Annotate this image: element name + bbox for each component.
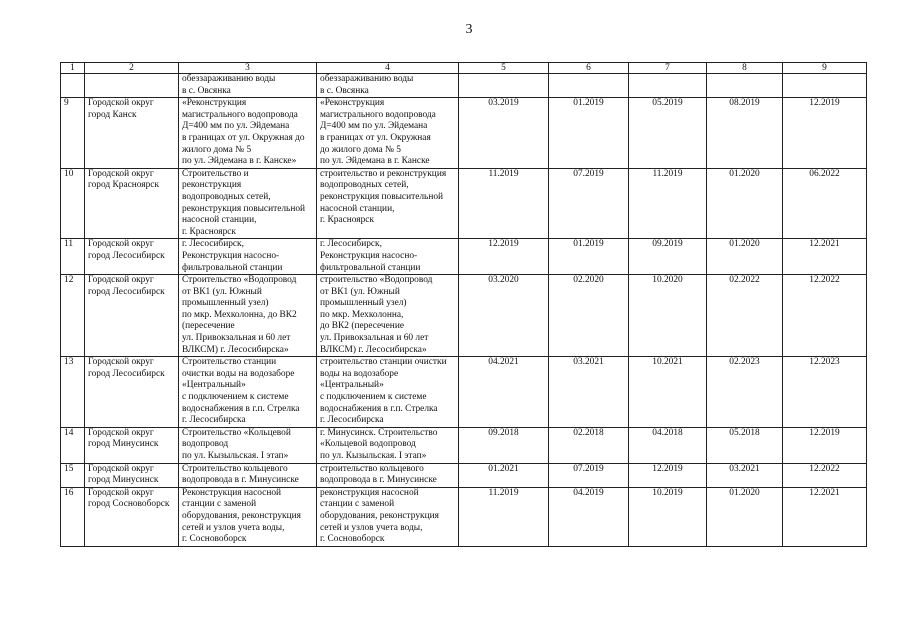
municipality-cell [85,487,179,546]
date-cell [629,98,707,169]
object-name-alt-cell [317,427,459,463]
date-cell [707,487,783,546]
date-cell-text: 02.2020 [573,275,604,286]
municipality-cell-text: Городской округ город Лесосибирск [88,275,165,297]
municipality-cell [85,463,179,487]
object-name-alt-cell [317,74,459,98]
table-row [61,275,867,357]
date-cell [629,427,707,463]
date-cell-text: 02.2023 [729,357,760,368]
row-number-text: 12 [64,275,74,286]
object-name-cell [179,98,317,169]
table-body [61,74,867,547]
date-cell-text: 08.2019 [729,98,760,109]
date-cell [459,275,549,357]
date-cell-text: 12.2019 [809,427,840,438]
date-cell [783,357,867,428]
object-name-alt-cell [317,357,459,428]
date-cell-text: 03.2020 [488,275,519,286]
date-cell-text: 12.2019 [652,463,683,474]
date-cell [629,168,707,239]
date-cell [707,427,783,463]
date-cell-text: 01.2020 [729,168,760,179]
row-number [61,357,85,428]
date-cell-text: 02.2022 [729,275,760,286]
municipality-cell-text: Городской округ город Лесосибирск [88,357,165,379]
date-cell [549,487,629,546]
municipality-cell [85,427,179,463]
date-cell [783,275,867,357]
column-header: 6 [549,63,629,74]
object-name-cell-text: г. Лесосибирск, Реконструкция насосно- фильтровальной станции [182,239,283,273]
object-name-alt-cell [317,168,459,239]
date-cell [549,427,629,463]
object-name-cell-text: обеззараживанию воды в с. Овсянка [182,74,276,96]
row-number [61,487,85,546]
date-cell [629,357,707,428]
header-row [61,63,867,74]
date-cell [549,275,629,357]
municipality-cell-text: Городской округ город Красноярск [88,168,160,191]
schedule-table [60,62,867,547]
object-name-cell-text: «Реконструкция магистрального водопровода Д=400 мм по ул. Эйдемана в границах от ул. Окружная до жилого дома № 5 по ул. Эйдемана в г. Канске» [182,98,305,167]
date-cell-text: 09.2018 [488,427,519,438]
municipality-cell-text: Городской округ город Сосновоборск [88,487,170,510]
column-header: 8 [707,63,783,74]
municipality-cell [85,275,179,357]
object-name-alt-cell [317,463,459,487]
date-cell-text: 06.2022 [809,168,840,179]
object-name-cell-text: Строительство станции очистки воды на водозаборе «Центральный» с подключением к системе водоснабжения в г.п. Стрелка г. Лесосибирска [182,357,300,426]
date-cell [459,463,549,487]
column-header: 1 [61,63,85,74]
object-name-cell [179,357,317,428]
date-cell-text: 04.2019 [573,487,604,498]
date-cell [459,239,549,275]
date-cell-text: 11.2019 [488,168,519,179]
object-name-cell [179,74,317,98]
object-name-cell [179,168,317,239]
date-cell-text: 12.2019 [488,239,519,250]
object-name-alt-cell [317,98,459,169]
row-number-text: 15 [64,463,74,474]
date-cell [707,357,783,428]
date-cell [707,74,783,98]
row-number [61,427,85,463]
row-number [61,168,85,239]
date-cell [707,239,783,275]
object-name-alt-cell-text: строительство и реконструкция водопроводных сетей, реконструкция повысительной насосной станции, г. Красноярск [320,168,447,226]
date-cell-text: 01.2019 [573,239,604,250]
column-header: 5 [459,63,549,74]
date-cell [783,427,867,463]
page-number: 3 [465,22,473,37]
date-cell-text: 12.2022 [809,275,840,286]
object-name-alt-cell-text: г. Минусинск. Строительство «Кольцевой водопровод по ул. Кызыльская. I этап» [320,427,438,461]
object-name-alt-cell [317,487,459,546]
date-cell [459,168,549,239]
object-name-alt-cell-text: реконструкция насосной станции с заменой оборудования, реконструкция сетей и узлов учета воды, г. Сосновоборск [320,487,439,545]
table-row [61,98,867,169]
row-number [61,275,85,357]
table-row [61,74,867,98]
date-cell [549,98,629,169]
object-name-cell-text: Строительство «Кольцевой водопровод по ул. Кызыльская. I этап» [182,427,291,461]
date-cell-text: 10.2020 [652,275,683,286]
date-cell-text: 11.2019 [488,487,519,498]
object-name-cell-text: Строительство кольцевого водопровода в г. Минусинске [182,463,299,486]
date-cell [549,239,629,275]
municipality-cell [85,74,179,98]
date-cell-text: 12.2019 [809,98,840,109]
table-row [61,463,867,487]
date-cell [783,487,867,546]
date-cell-text: 12.2021 [809,239,840,250]
date-cell-text: 03.2019 [488,98,519,109]
date-cell [629,275,707,357]
row-number [61,463,85,487]
object-name-cell-text: Реконструкция насосной станции с заменой оборудования, реконструкция сетей и узлов учета воды, г. Сосновоборск [182,487,301,545]
date-cell [549,357,629,428]
date-cell-text: 03.2021 [729,463,760,474]
object-name-alt-cell [317,275,459,357]
date-cell [707,168,783,239]
date-cell [459,74,549,98]
municipality-cell-text: Городской округ город Лесосибирск [88,239,165,261]
date-cell [629,74,707,98]
row-number-text: 9 [64,98,69,109]
date-cell [459,98,549,169]
table-row [61,239,867,275]
date-cell [459,427,549,463]
date-cell [783,74,867,98]
date-cell-text: 09.2019 [652,239,683,250]
date-cell [459,357,549,428]
date-cell-text: 04.2018 [652,427,683,438]
object-name-cell [179,427,317,463]
date-cell [783,239,867,275]
date-cell-text: 12.2022 [809,463,840,474]
date-cell-text: 07.2019 [573,463,604,474]
column-header: 7 [629,63,707,74]
object-name-cell [179,275,317,357]
table-row [61,168,867,239]
municipality-cell [85,168,179,239]
municipality-cell [85,239,179,275]
date-cell-text: 01.2020 [729,239,760,250]
row-number [61,239,85,275]
date-cell-text: 12.2023 [809,357,840,368]
date-cell [549,463,629,487]
date-cell [629,463,707,487]
object-name-cell-text: Строительство «Водопровод от ВК1 (ул. Южный промышленный узел) по мкр. Мехколонна, до ВК2 (пересечение ул. Привокзальная и 60 лет ВЛКСМ) г. Лесосибирска» [182,275,297,355]
row-number [61,74,85,98]
row-number-text: 13 [64,357,74,368]
date-cell [707,98,783,169]
row-number [61,98,85,169]
table-row [61,357,867,428]
column-header: 4 [317,63,459,74]
object-name-alt-cell-text: строительство станции очистки воды на водозаборе «Центральный» с подключением к системе водоснабжения в г.п. Стрелка г. Лесосибирска [320,357,447,426]
object-name-alt-cell-text: г. Лесосибирск, Реконструкция насосно- фильтровальной станции [320,239,421,273]
column-header: 3 [179,63,317,74]
date-cell [459,487,549,546]
date-cell-text: 01.2020 [729,487,760,498]
row-number-text: 16 [64,487,74,498]
row-number-text: 10 [64,168,74,179]
table-row [61,427,867,463]
date-cell-text: 12.2021 [809,487,840,498]
date-cell-text: 03.2021 [573,357,604,368]
date-cell-text: 07.2019 [573,168,604,179]
date-cell-text: 01.2019 [573,98,604,109]
date-cell [707,463,783,487]
object-name-alt-cell [317,239,459,275]
date-cell [549,74,629,98]
date-cell-text: 02.2018 [573,427,604,438]
municipality-cell-text: Городской округ город Канск [88,98,154,120]
object-name-alt-cell-text: строительство «Водопровод от ВК1 (ул. Южный промышленный узел) по мкр. Мехколонна, до ВК2 (пересечение ул. Привокзальная и 60 лет ВЛКСМ) г. Лесосибирска» [320,275,433,355]
municipality-cell-text: Городской округ город Минусинск [88,463,159,486]
municipality-cell [85,98,179,169]
object-name-alt-cell-text: обеззараживанию воды в с. Овсянка [320,74,414,96]
municipality-cell-text: Городской округ город Минусинск [88,427,159,450]
object-name-cell-text: Строительство и реконструкция водопроводных сетей, реконструкция повысительной насосной станции, г. Красноярск [182,168,306,237]
municipality-cell [85,357,179,428]
date-cell [783,463,867,487]
date-cell [783,168,867,239]
date-cell-text: 10.2019 [652,487,683,498]
date-cell-text: 05.2019 [652,98,683,109]
object-name-cell [179,463,317,487]
date-cell-text: 04.2021 [488,357,519,368]
date-cell-text: 01.2021 [488,463,519,474]
date-cell-text: 05.2018 [729,427,760,438]
object-name-cell [179,487,317,546]
column-header: 9 [783,63,867,74]
object-name-alt-cell-text: строительство кольцевого водопровода в г. Минусинске [320,463,437,486]
date-cell [783,98,867,169]
date-cell [549,168,629,239]
date-cell [629,487,707,546]
row-number-text: 14 [64,427,74,438]
column-header: 2 [85,63,179,74]
date-cell-text: 10.2021 [652,357,683,368]
date-cell-text: 11.2019 [652,168,683,179]
table-row [61,487,867,546]
date-cell [629,239,707,275]
object-name-cell [179,239,317,275]
date-cell [707,275,783,357]
row-number-text: 11 [64,239,74,250]
object-name-alt-cell-text: «Реконструкция магистрального водопровода Д=400 мм по ул. Эйдемана в границах от ул. Окружная до жилого дома № 5 по ул. Эйдемана в г. Канске [320,98,436,167]
